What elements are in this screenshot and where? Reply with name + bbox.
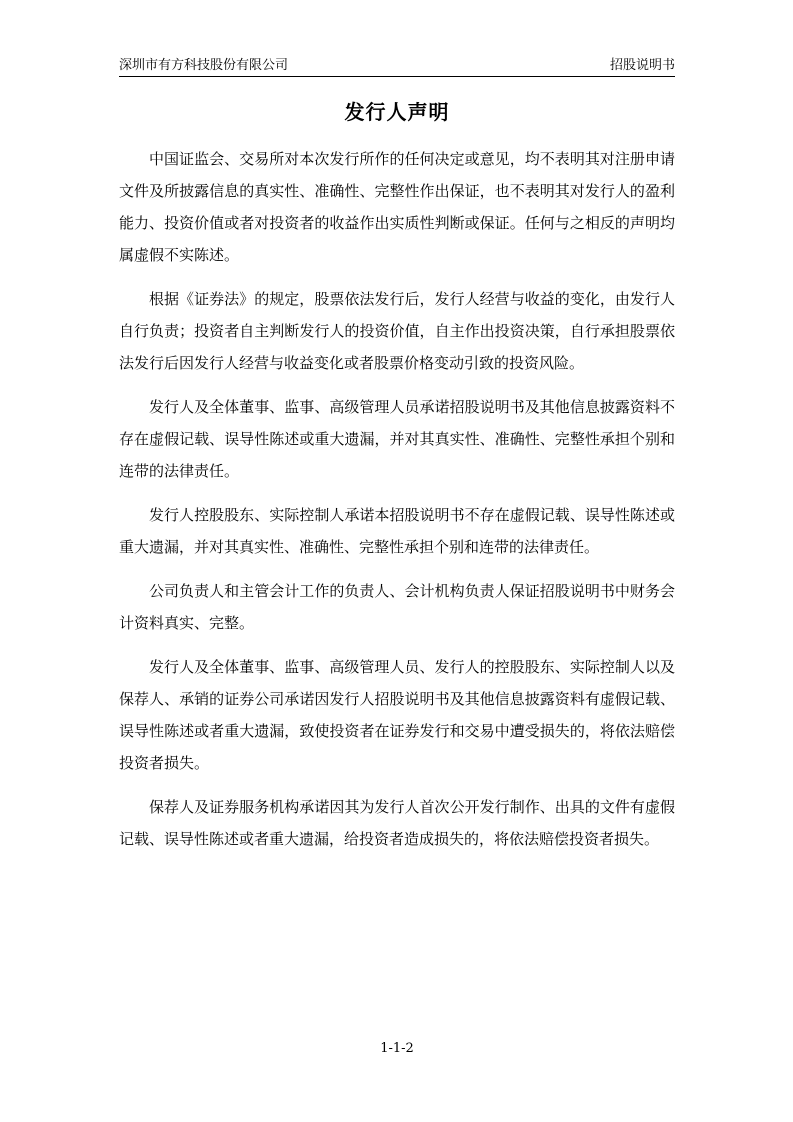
statement-body [119, 143, 675, 867]
paragraph-regulator-disclaimer: 中国证监会、交易所对本次发行所作的任何决定或意见，均不表明其对注册申请文件及所披露信息的真实性、准确性、完整性作出保证，也不表明其对发行人的盈利能力、投资价值或者对投资者的收益作出实质性判断或保证。任何与之相反的声明均属虚假不实陈述。 [119, 150, 675, 264]
page-title: 发行人声明 [344, 100, 450, 124]
paragraph-controller-commitment: 发行人控股股东、实际控制人承诺本招股说明书不存在虚假记载、误导性陈述或重大遗漏，并对其真实性、准确性、完整性承担个别和连带的法律责任。 [119, 506, 675, 556]
header-company-name: 深圳市有方科技股份有限公司 [119, 58, 289, 73]
page-number: 1-1-2 [380, 1041, 414, 1056]
paragraph-financial-accuracy: 公司负责人和主管会计工作的负责人、会计机构负责人保证招股说明书中财务会计资料真实、完整。 [119, 582, 675, 632]
header-document-type: 招股说明书 [609, 58, 675, 73]
paragraph-investment-risk: 根据《证券法》的规定，股票依法发行后，发行人经营与收益的变化，由发行人自行负责；投资者自主判断发行人的投资价值，自主作出投资决策，自行承担股票依法发行后因发行人经营与收益变化或者股票价格变动引致的投资风险。 [119, 290, 675, 372]
paragraph-directors-commitment: 发行人及全体董事、监事、高级管理人员承诺招股说明书及其他信息披露资料不存在虚假记载、误导性陈述或重大遗漏，并对其真实性、准确性、完整性承担个别和连带的法律责任。 [119, 398, 675, 480]
paragraph-sponsor-commitment: 保荐人及证券服务机构承诺因其为发行人首次公开发行制作、出具的文件有虚假记载、误导性陈述或者重大遗漏，给投资者造成损失的，将依法赔偿投资者损失。 [119, 798, 675, 848]
paragraph-compensation-commitment: 发行人及全体董事、监事、高级管理人员、发行人的控股股东、实际控制人以及保荐人、承销的证券公司承诺因发行人招股说明书及其他信息披露资料有虚假记载、误导性陈述或者重大遗漏，致使投资者在证券发行和交易中遭受损失的，将依法赔偿投资者损失。 [119, 658, 675, 772]
page-header [119, 56, 675, 77]
